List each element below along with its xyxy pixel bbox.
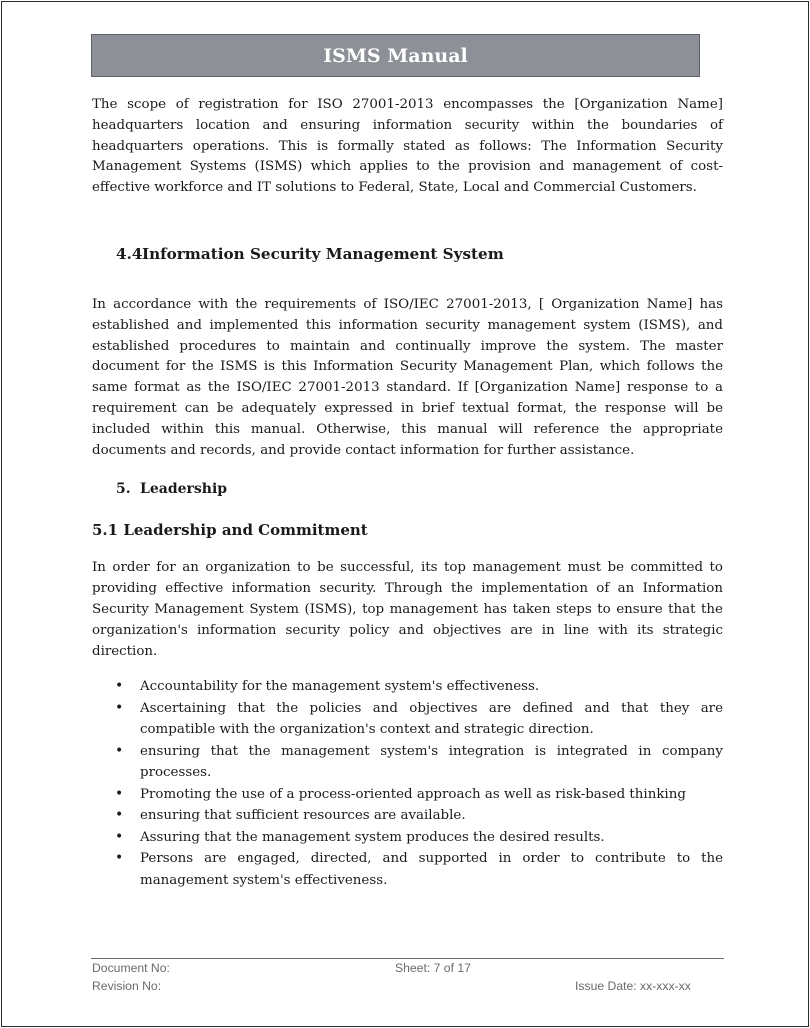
scope-paragraph: The scope of registration for ISO 27001-2013 encompasses the [Organization Name] headquarters location and ensuring information security within the boundaries of headquarters operations. This is formally stated as follows: The Information Security Management Systems (ISMS) which applies to the provision and management of cost-effective workforce and IT solutions to Federal, State, Local and Commercial Customers. <box>92 97 723 196</box>
isms-paragraph: In accordance with the requirements of ISO/IEC 27001-2013, [ Organization Name] has established and implemented this information security management system (ISMS), and established procedures to maintain and continually improve the system. The master document for the ISMS is this Information Security Management Plan, which follows the same format as the ISO/IEC 27001-2013 standard. If [Organization Name] response to a requirement can be adequately expressed in brief textual format, the response will be included within this manual. Otherwise, this manual will reference the appropriate documents and records, and provide contact information for further assistance. <box>92 296 723 458</box>
list-item-text: Persons are engaged, directed, and supported in order to contribute to the management system's effectiveness. <box>140 851 723 888</box>
bullet-icon: • <box>115 850 124 867</box>
section-5-title: Leadership <box>140 481 228 498</box>
list-item <box>115 805 723 827</box>
commitment-list <box>92 676 723 891</box>
bullet-icon: • <box>115 678 124 695</box>
bullet-icon: • <box>115 785 124 802</box>
list-item <box>115 741 723 784</box>
footer-divider <box>91 958 724 959</box>
list-item <box>115 848 723 891</box>
list-item-text: ensuring that sufficient resources are available. <box>140 808 466 824</box>
section-5-number: 5. <box>116 481 131 498</box>
section-4-4-title: Information Security Management System <box>142 244 504 263</box>
section-5-heading <box>116 478 723 500</box>
list-item-text: Ascertaining that the policies and objectives are defined and that they are compatible with the organization's context and strategic direction. <box>140 700 723 738</box>
section-4-4-number: 4.4 <box>116 244 143 263</box>
document-number-label: Document No: <box>92 961 170 975</box>
bullet-icon: • <box>115 828 124 845</box>
list-item <box>115 827 723 849</box>
list-item <box>115 784 723 806</box>
list-item-text: Assuring that the management system produces the desired results. <box>140 829 605 845</box>
sheet-number: Sheet: 7 of 17 <box>395 961 471 975</box>
list-item-text: Accountability for the management system's effectiveness. <box>140 679 540 695</box>
bullet-icon: • <box>115 807 124 824</box>
document-header <box>91 34 700 77</box>
list-item <box>115 676 723 698</box>
list-item <box>115 698 723 741</box>
document-body <box>92 95 723 891</box>
leadership-paragraph: In order for an organization to be successful, its top management must be committed to providing effective information security. Through the implementation of an Information Security Management System (ISMS), top management has taken steps to ensure that the organization's information security policy and objectives are in line with its strategic direction. <box>92 560 723 659</box>
section-4-4-heading <box>116 243 723 265</box>
issue-date: Issue Date: xx-xxx-xx <box>575 979 691 993</box>
bullet-icon: • <box>115 742 124 759</box>
document-title: ISMS Manual <box>323 44 468 67</box>
list-item-text: ensuring that the management system's integration is integrated in company processes. <box>140 743 723 781</box>
revision-number-label: Revision No: <box>92 979 162 993</box>
section-5-1-heading: 5.1 Leadership and Commitment <box>92 521 368 540</box>
list-item-text: Promoting the use of a process-oriented approach as well as risk-based thinking <box>140 786 686 802</box>
bullet-icon: • <box>115 699 124 716</box>
